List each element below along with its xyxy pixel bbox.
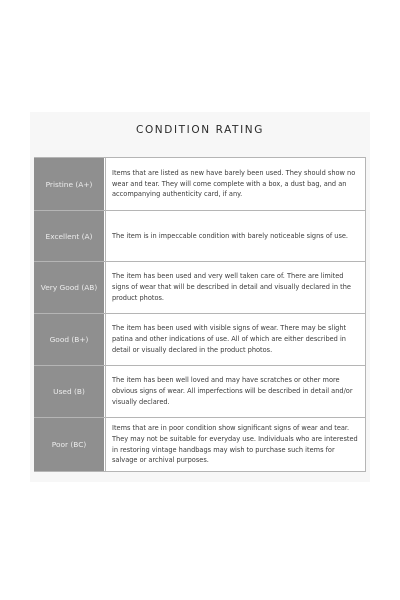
grade-description: The item is in impeccable condition with barely noticeable signs of use. — [105, 211, 366, 261]
grade-description: Items that are in poor condition show significant signs of wear and tear. They may not be suitable for everyday use. Individuals who are interested in restoring vintage handbags may wish to purchase such items for salvage or archival purposes. — [105, 418, 366, 471]
grade-label: Pristine (A+) — [34, 158, 105, 210]
table-row-good — [34, 313, 366, 365]
table-row-poor — [34, 417, 366, 471]
grade-description: The item has been used with visible signs of wear. There may be slight patina and other indications of use. All of which are either described in detail or visually declared in the product photos. — [105, 314, 366, 365]
grade-description: Items that are listed as new have barely been used. They should show no wear and tear. They will come complete with a box, a dust bag, and an accompanying authenticity card, if any. — [105, 158, 366, 210]
table-row-excellent — [34, 210, 366, 261]
table-row-used — [34, 365, 366, 417]
grade-label: Used (B) — [34, 366, 105, 417]
grade-label: Excellent (A) — [34, 211, 105, 261]
page-title: CONDITION RATING — [136, 124, 264, 136]
grade-description: The item has been used and very well taken care of. There are limited signs of wear that will be described in detail and visually declared in the product photos. — [105, 262, 366, 313]
grade-label: Very Good (AB) — [34, 262, 105, 313]
grade-description: The item has been well loved and may have scratches or other more obvious signs of wear. All imperfections will be described in detail and/or visually declared. — [105, 366, 366, 417]
table-row-very-good — [34, 261, 366, 313]
grade-label: Poor (BC) — [34, 418, 105, 471]
table-row-pristine — [34, 158, 366, 210]
condition-table — [34, 157, 366, 472]
grade-label: Good (B+) — [34, 314, 105, 365]
